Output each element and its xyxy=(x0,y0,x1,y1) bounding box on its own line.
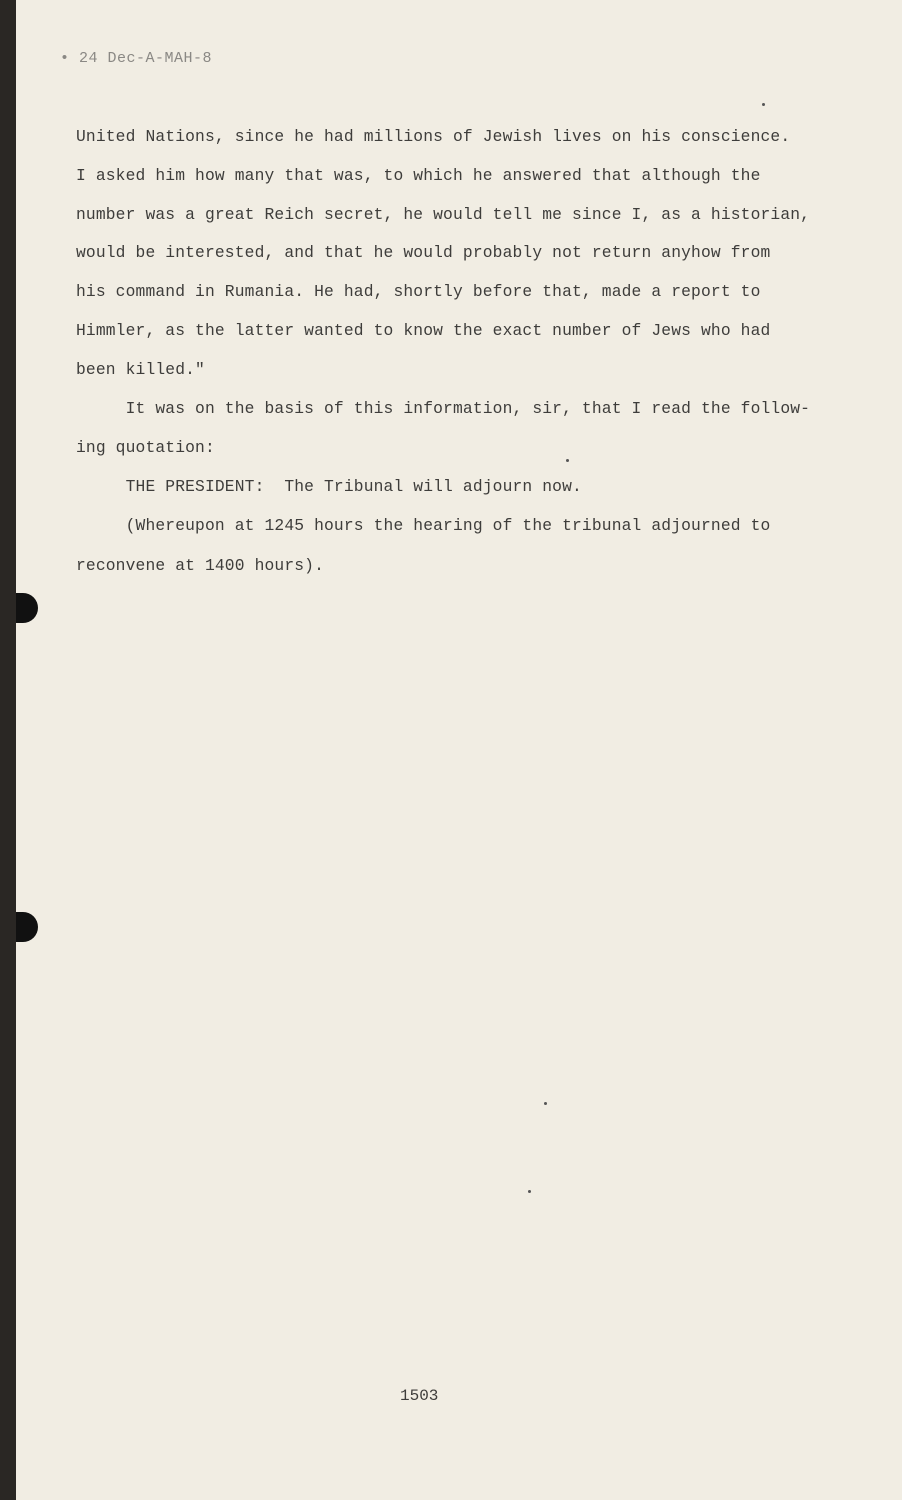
body-line: ing quotation: xyxy=(76,438,215,457)
body-line: I asked him how many that was, to which he answered that although the xyxy=(76,166,761,185)
punch-hole xyxy=(16,912,38,942)
body-line: Himmler, as the latter wanted to know the exact number of Jews who had xyxy=(76,321,771,340)
body-line: been killed." xyxy=(76,360,205,379)
body-line: his command in Rumania. He had, shortly before that, made a report to xyxy=(76,282,761,301)
speaker-line: THE PRESIDENT: The Tribunal will adjourn now. xyxy=(76,477,582,496)
document-page xyxy=(16,0,902,1500)
paper-speck xyxy=(566,459,569,462)
document-header-code: • 24 Dec-A-MAH-8 xyxy=(60,50,213,67)
paper-speck xyxy=(762,103,765,106)
body-line: would be interested, and that he would probably not return anyhow from xyxy=(76,243,771,262)
paper-speck xyxy=(528,1190,531,1193)
body-line: United Nations, since he had millions of Jewish lives on his conscience. xyxy=(76,127,791,146)
punch-hole xyxy=(16,593,38,623)
page-number: 1503 xyxy=(400,1387,439,1405)
paper-speck xyxy=(544,1102,547,1105)
body-line: (Whereupon at 1245 hours the hearing of the tribunal adjourned to xyxy=(76,516,771,535)
body-line: It was on the basis of this information, sir, that I read the follow- xyxy=(76,399,811,418)
body-line: number was a great Reich secret, he would tell me since I, as a historian, xyxy=(76,205,811,224)
body-line: reconvene at 1400 hours). xyxy=(76,556,325,575)
